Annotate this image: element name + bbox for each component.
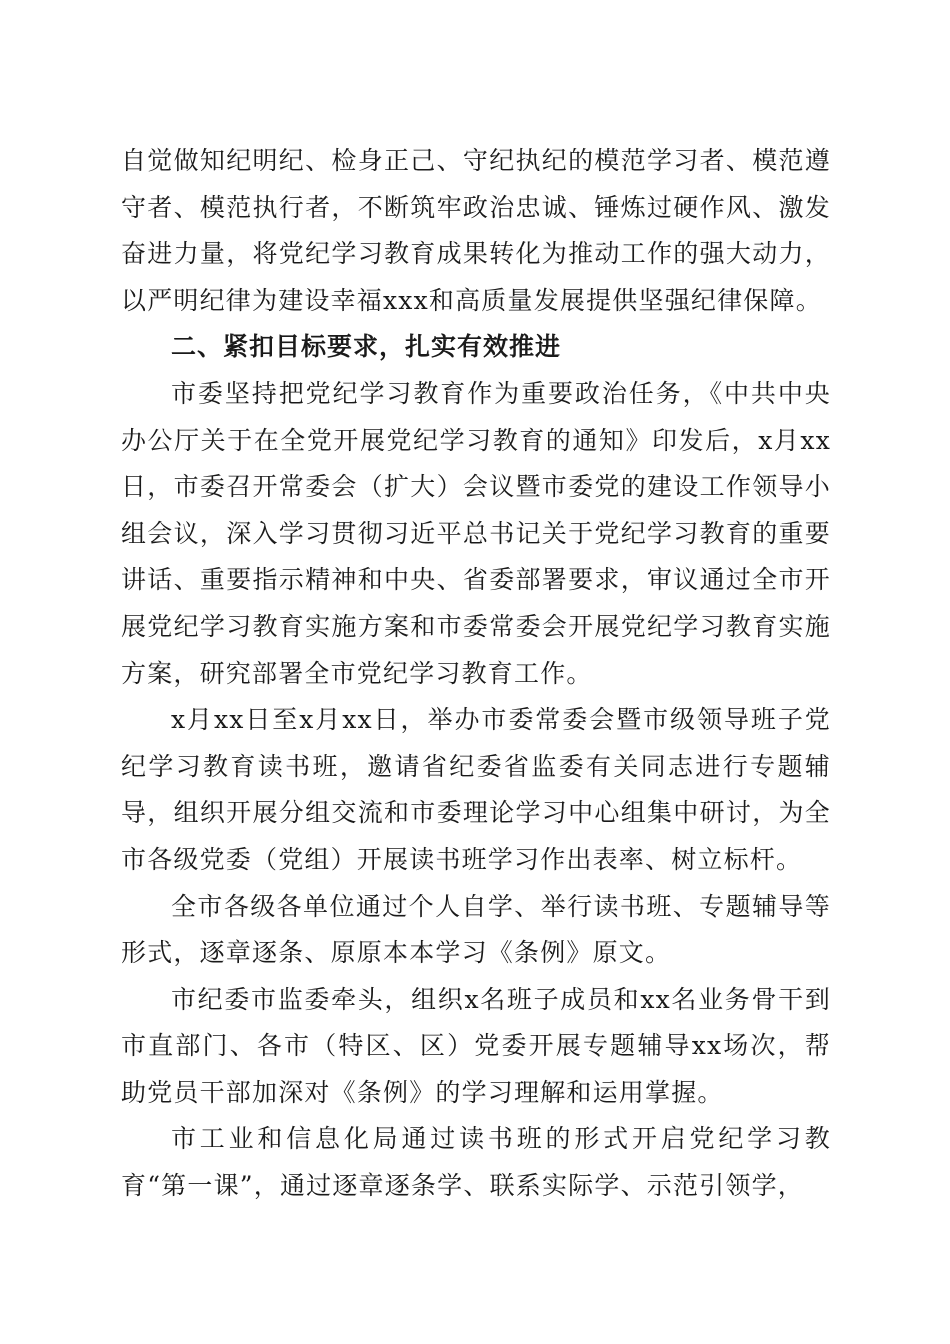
paragraph-1: 市委坚持把党纪学习教育作为重要政治任务，《中共中央办公厅关于在全党开展党纪学习教育的通知》印发后，x月xx日，市委召开常委会（扩大）会议暨市委党的建设工作领导小组会议，深入学习贯彻习近平总书记关于党纪学习教育的重要讲话、重要指示精神和中央、省委部署要求，审议通过全市开展党纪学习教育实施方案和市委常委会开展党纪学习教育实施方案，研究部署全市党纪学习教育工作。 [121,378,831,688]
document-body [121,138,831,1210]
paragraph-5: 市工业和信息化局通过读书班的形式开启党纪学习教育“第一课”，通过逐章逐条学、联系实际学、示范引领学， [121,1124,831,1201]
intro-paragraph: 自觉做知纪明纪、检身正己、守纪执纪的模范学习者、模范遵守者、模范执行者，不断筑牢政治忠诚、锤炼过硬作风、激发奋进力量，将党纪学习教育成果转化为推动工作的强大动力，以严明纪律为建设幸福xxx和高质量发展提供坚强纪律保障。 [121,146,831,315]
paragraph-3: 全市各级各单位通过个人自学、举行读书班、专题辅导等形式，逐章逐条、原原本本学习《条例》原文。 [121,891,831,968]
paragraph-2: x月xx日至x月xx日，举办市委常委会暨市级领导班子党纪学习教育读书班，邀请省纪委省监委有关同志进行专题辅导，组织开展分组交流和市委理论学习中心组集中研讨，为全市各级党委（党组）开展读书班学习作出表率、树立标杆。 [121,705,831,874]
paragraph-4: 市纪委市监委牵头，组织x名班子成员和xx名业务骨干到市直部门、各市（特区、区）党委开展专题辅导xx场次，帮助党员干部加深对《条例》的学习理解和运用掌握。 [121,984,831,1107]
section-heading: 二、紧扣目标要求，扎实有效推进 [171,332,562,362]
